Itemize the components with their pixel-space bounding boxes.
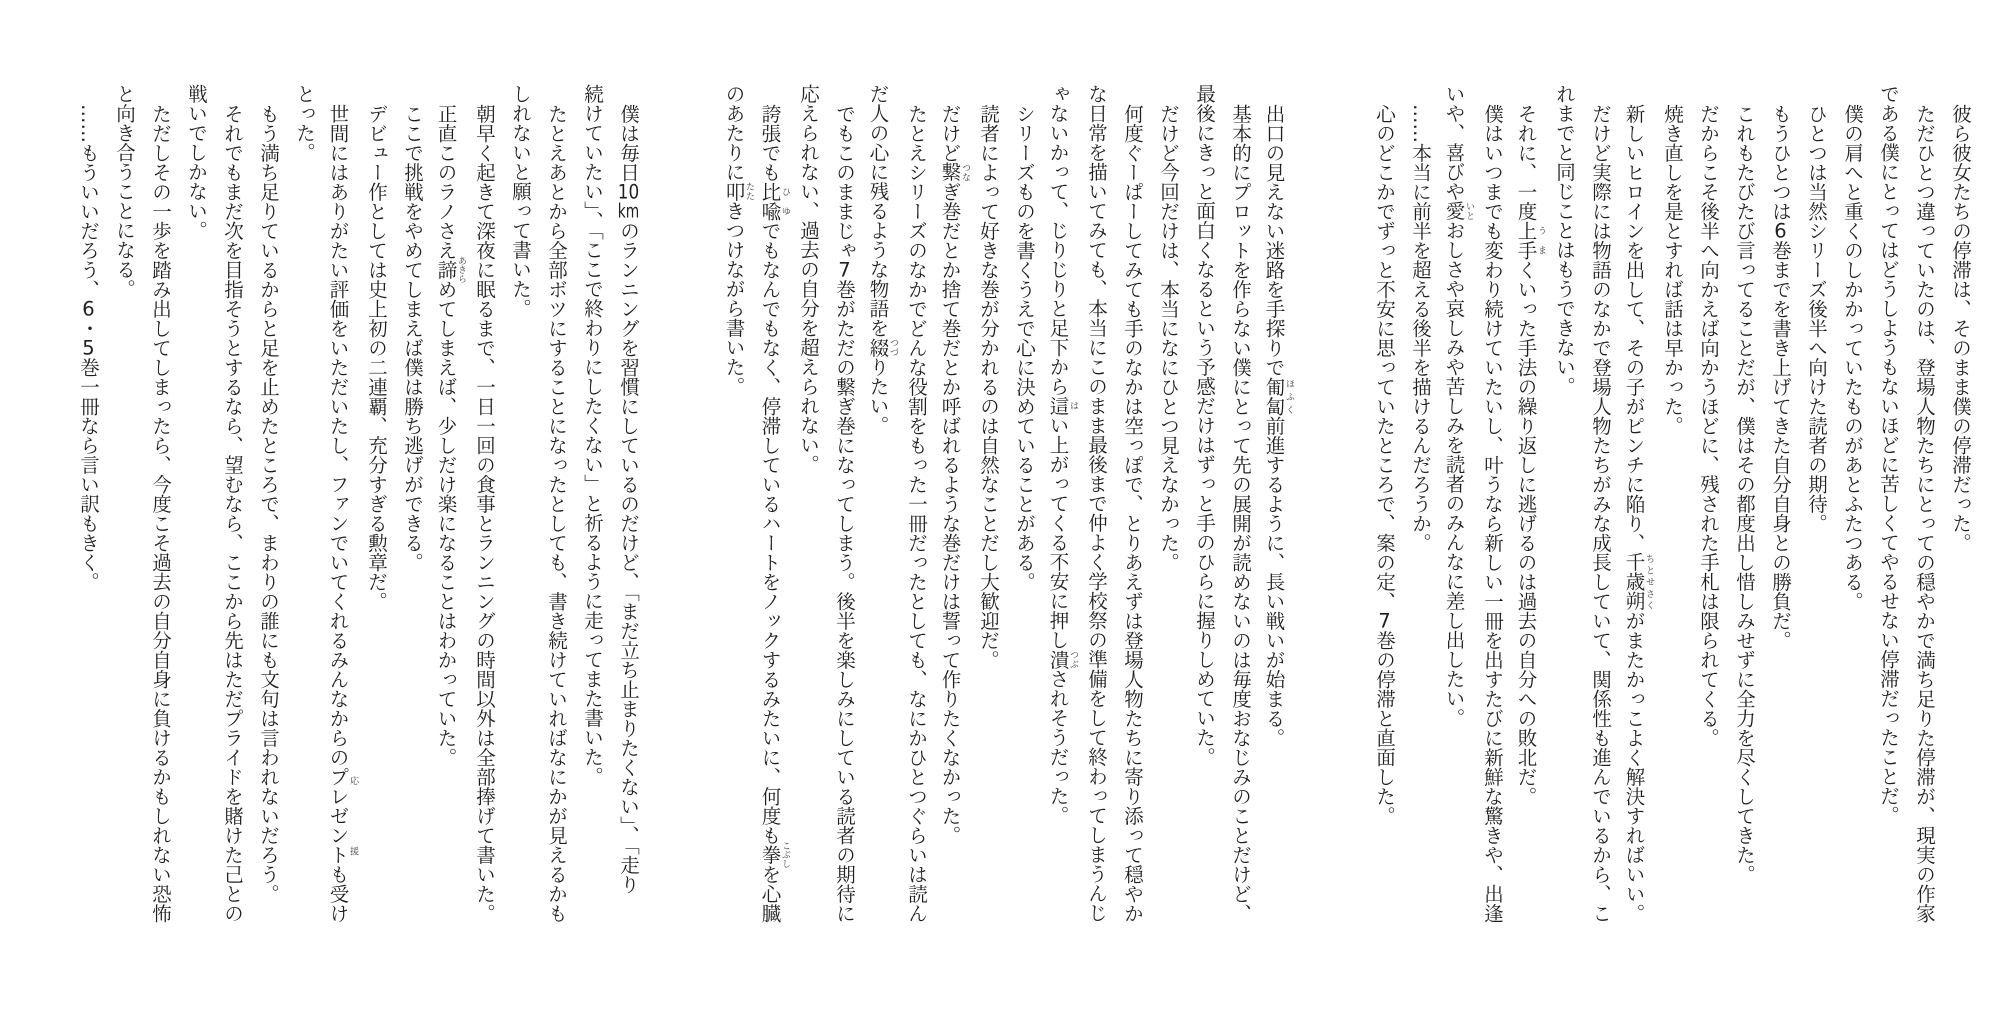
text-column: とった。: [293, 84, 316, 162]
text-column: デビュー作としては史上初の二連覇、充分すぎる勲章だ。: [365, 103, 388, 611]
ruby-annotated-word: 匍匐ほふく: [1262, 376, 1294, 416]
text-column: 僕の肩へと重くのしかかっていたものがあとふたつある。: [1841, 103, 1864, 611]
furigana-annotation: 応援: [348, 766, 358, 864]
afterword-text-block: [70, 84, 1978, 930]
text-column: だけど繋つなぎ巻だとか捨て巻だとか呼ばれるような巻だけは誓って作りたくなかった。: [938, 103, 970, 845]
text-column: だけど今回だけは、本当になにひとつ見えなかった。: [1157, 103, 1180, 572]
text-column: ……本当に前半を超える後半を描けるんだろうか。: [1409, 103, 1432, 552]
text-column: 焼き直しを是とすれば話は早かった。: [1661, 103, 1684, 435]
ruby-annotated-word: プレゼント応援: [326, 766, 358, 864]
text-column: 世間にはありがたい評価をいただいたし、ファンでいてくれるみんなからのプレゼント応援も受け: [326, 103, 358, 923]
text-column: 僕はいつまでも変わり続けていたいし、叶うなら新しい一冊を出すたびに新鮮な驚きや、出逢: [1481, 103, 1504, 923]
text-column: だ人の心に残るような物語を綴つづりたい。: [866, 84, 898, 435]
text-column: 何度ぐーぱーしてみても手のなかは空っぽで、とりあえずは登場人物たちに寄り添って穏やか: [1121, 103, 1144, 923]
text-column: それでもまだ次を目指そうとするなら、望むなら、ここから先はただプライドを賭けた己との: [221, 103, 244, 923]
text-column: だけど実際には物語のなかで登場人物たちがみな成長していて、関係性も進んでいるから、こ: [1589, 103, 1612, 923]
text-section-1: [1366, 84, 1978, 930]
furigana-annotation: うま: [1536, 220, 1546, 260]
text-column: シリーズものを書くうえで心に決めていることがある。: [1013, 103, 1036, 591]
text-column: である僕にとってはどうしようもないほどに苦しくてやるせない停滞だったことだ。: [1877, 84, 1900, 825]
furigana-annotation: つな: [960, 162, 970, 182]
ruby-annotated-word: 叩たた: [722, 181, 754, 201]
furigana-annotation: は: [1068, 396, 1078, 416]
ruby-annotated-word: 潰つぶ: [1046, 649, 1078, 669]
ruby-annotated-word: 綴つづ: [866, 337, 898, 357]
text-column: 心のどこかでずっと不安に思っていたところで、案の定、7巻の停滞と直面した。: [1373, 103, 1396, 825]
text-column: ここで挑戦をやめてしまえば僕は勝ち逃げができる。: [401, 103, 424, 572]
furigana-annotation: あきら: [456, 255, 466, 283]
tatechuyoko-digits: 5: [82, 337, 95, 357]
text-column: れまでと同じことはもうできない。: [1553, 84, 1576, 396]
text-column: 応えられない、過去の自分を超えられない。: [797, 84, 820, 474]
text-column: 僕は毎日10kmのランニングを習慣にしているのだけど、「まだ立ち止まりたくない」、「走り: [617, 103, 640, 894]
text-column: だからこそ後半へ向かえば向かうほどに、残された手札は限られてくる。: [1697, 103, 1720, 747]
tatechuyoko-digits: 10: [617, 181, 640, 201]
ruby-annotated-word: 愛いと: [1442, 201, 1474, 221]
text-column: ……もういいだろう、6・5巻一冊なら言い訳もきく。: [77, 103, 100, 591]
text-column: もうひとつは6巻までを書き上げてきた自分自身との勝負だ。: [1769, 103, 1792, 650]
ruby-annotated-word: 繋つな: [938, 162, 970, 182]
text-column: ゃないかって、じりじりと足下から這はい上がってくる不安に押し潰つぶされそうだった。: [1046, 84, 1078, 825]
text-column: 朝早く起きて深夜に眠るまで、一日一回の食事とランニングの時間以外は全部捧げて書いた。: [473, 103, 496, 923]
text-section-3: [70, 84, 646, 930]
ruby-annotated-word: 上手うま: [1514, 220, 1546, 260]
tatechuyoko-digits: km: [617, 201, 640, 221]
text-column: いや、喜びや愛いとおしさや哀しみや苦しみを読者のみんなに差し出したい。: [1442, 84, 1474, 728]
text-column: でもこのままじゃ7巻がただの繋ぎ巻になってしまう。後半を楽しみにしている読者の期待に: [833, 103, 856, 923]
text-column: と向き合うことになる。: [113, 84, 136, 299]
furigana-annotation: こぶし: [780, 840, 790, 868]
ruby-annotated-word: 諦あきら: [434, 255, 466, 283]
tatechuyoko-digits: 6: [82, 298, 95, 318]
text-column: 彼ら彼女たちの停滞は、そのまま僕の停滞だった。: [1949, 103, 1972, 552]
text-column: もう満ち足りているからと足を止めたところで、まわりの誰にも文句は言われないだろう。: [257, 103, 280, 903]
tatechuyoko-digits: 7: [838, 259, 851, 279]
furigana-annotation: つぶ: [1068, 649, 1078, 669]
text-column: たとえあとから全部ボツにすることになったとしても、書き続けていればなにかが見えるかも: [545, 103, 568, 923]
text-column: しれないと願って書いた。: [509, 84, 532, 318]
furigana-annotation: ちとせさく: [1644, 552, 1654, 611]
text-column: 誇張でも比喩ひゆでもなんでもなく、停滞しているハートをノックするみたいに、何度も拳こぶしを心臓: [758, 103, 790, 923]
text-column: それに、一度上手うまくいった手法の繰り返しに逃げるのは過去の自分への敗北だ。: [1514, 103, 1546, 806]
ruby-annotated-word: 千歳朔ちとせさく: [1622, 552, 1654, 611]
text-column: 基本的にプロットを作らない僕にとって先の展開が読めないのは毎度おなじみのことだけど、: [1229, 103, 1252, 923]
ruby-annotated-word: 拳こぶし: [758, 840, 790, 868]
text-column: ひとつは当然シリーズ後半へ向けた読者の期待。: [1805, 103, 1828, 533]
text-column: ただひとつ違っていたのは、登場人物たちにとっての穏やかで満ち足りた停滞が、現実の作家: [1913, 103, 1936, 923]
furigana-annotation: つづ: [888, 337, 898, 357]
text-section-2: [718, 84, 1294, 930]
tatechuyoko-digits: 7: [1378, 610, 1391, 630]
text-column: 出口の見えない迷路を手探りで匍匐ほふく前進するように、長い戦いが始まる。: [1262, 103, 1294, 747]
text-column: 戦いでしかない。: [185, 84, 208, 240]
text-column: 正直このラノさえ諦あきらめてしまえば、少しだけ楽になることはわかっていた。: [434, 103, 466, 767]
furigana-annotation: いと: [1464, 201, 1474, 221]
text-column: 最後にきっと面白くなるという予感だけはずっと手のひらに握りしめていた。: [1193, 84, 1216, 767]
furigana-annotation: ほふく: [1284, 376, 1294, 416]
tatechuyoko-digits: 6: [1774, 220, 1787, 240]
text-column: のあたりに叩たたきつけながら書いた。: [722, 84, 754, 396]
furigana-annotation: ひゆ: [780, 181, 790, 221]
text-column: 読者によって好きな巻が分かれるのは自然なことだし大歓迎だ。: [977, 103, 1000, 669]
text-column: な日常を描いてみても、本当にこのまま最後まで仲よく学校祭の準備をして終わってしまうんじ: [1085, 84, 1108, 923]
text-column: 続けていたい」、「ここで終わりにしたくない」と祈るように走ってまた書いた。: [581, 84, 604, 786]
furigana-annotation: たた: [744, 181, 754, 201]
text-column: これもたびたび言ってることだが、僕はその都度出し惜しみせずに全力を尽くしてきた。: [1733, 103, 1756, 884]
ruby-annotated-word: 比喩ひゆ: [758, 181, 790, 221]
text-column: たとえシリーズのなかでどんな役割をもった一冊だったとしても、なにかひとつぐらいは読ん: [905, 103, 928, 923]
text-column: ただしその一歩を踏み出してしまったら、今度こそ過去の自分自身に負けるかもしれない恐怖: [149, 103, 172, 923]
text-column: 新しいヒロインを出して、その子がピンチに陥り、千歳朔ちとせさくがまたかっこよく解決すればいい。: [1622, 103, 1654, 923]
ruby-annotated-word: 這は: [1046, 396, 1078, 416]
